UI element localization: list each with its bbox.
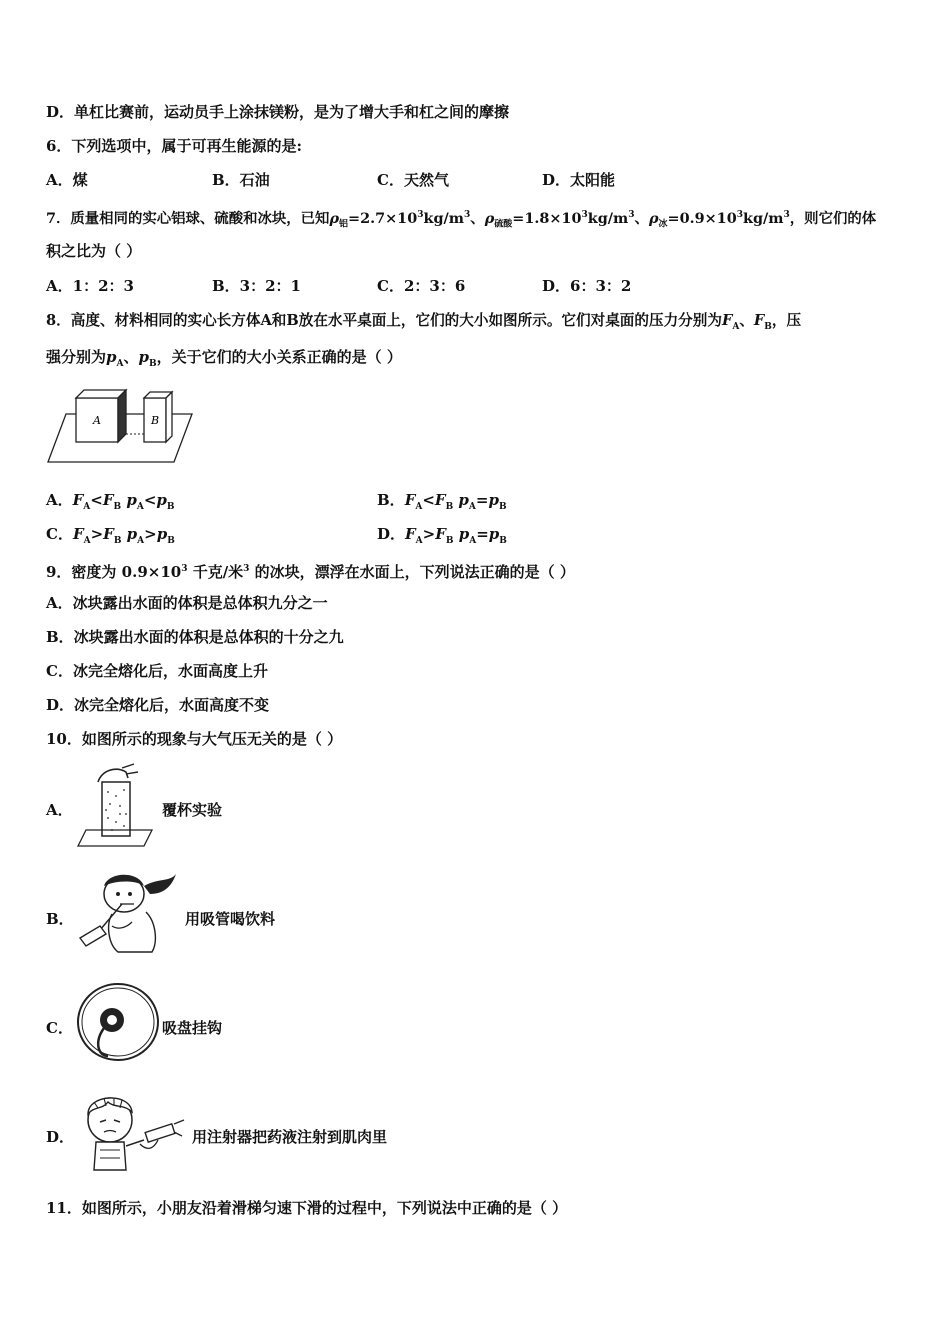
q8-option-c: C．$F_A>F_B$ $p_A>p_B$ bbox=[46, 525, 175, 546]
q10-option-a-letter: A． bbox=[46, 801, 73, 819]
q8-option-a: A．$F_A<F_B$ $p_A<p_B$ bbox=[46, 491, 175, 512]
q9-option-d: D．冰完全熔化后，水面高度不变 bbox=[46, 696, 270, 714]
q8-stem-line2: 强分别为$p_A$、$p_B$，关于它们的大小关系正确的是（ ） bbox=[46, 348, 402, 369]
q6-stem: 6．下列选项中，属于可再生能源的是: bbox=[46, 137, 302, 155]
q7-option-b: B．3：2：1 bbox=[212, 277, 301, 295]
q6-option-a: A．煤 bbox=[46, 171, 88, 189]
q8-blocks-figure bbox=[46, 380, 196, 466]
q9-option-c: C．冰完全熔化后，水面高度上升 bbox=[46, 662, 268, 680]
q9-stem: 9．密度为 $0.9\times 10^3$ 千克/米$^3$ 的冰块，漂浮在水面上，下列说法正确的是（ ） bbox=[46, 563, 575, 581]
q7-option-c: C．2：3：6 bbox=[377, 277, 466, 295]
q10-injection-image bbox=[74, 1088, 186, 1174]
q10-option-b-letter: B． bbox=[46, 910, 74, 928]
q8-stem-line1: 8．高度、材料相同的实心长方体A和B放在水平桌面上，它们的大小如图所示。它们对桌面的压力分别为$F_A$、$F_B$，压 bbox=[46, 312, 802, 332]
q10-option-d-caption: 用注射器把药液注射到肌肉里 bbox=[192, 1128, 388, 1146]
q8-option-d: D．$F_A>F_B$ $p_A=p_B$ bbox=[377, 525, 507, 546]
q7-stem-line2: 积之比为（ ） bbox=[46, 242, 142, 260]
q9-option-b: B．冰块露出水面的体积是总体积的十分之九 bbox=[46, 628, 344, 646]
q8-figure-label-a: A bbox=[93, 414, 101, 427]
q10-option-c-caption: 吸盘挂钩 bbox=[162, 1019, 223, 1037]
q6-option-b: B．石油 bbox=[212, 171, 270, 189]
q10-option-c-letter: C． bbox=[46, 1019, 73, 1037]
q10-option-b-caption: 用吸管喝饮料 bbox=[185, 910, 276, 928]
q10-stem: 10．如图所示的现象与大气压无关的是（ ） bbox=[46, 730, 343, 748]
q8-option-b: B．$F_A<F_B$ $p_A=p_B$ bbox=[377, 491, 507, 512]
q5-option-d: D．单杠比赛前，运动员手上涂抹镁粉，是为了增大手和杠之间的摩擦 bbox=[46, 103, 510, 121]
q10-option-a-caption: 覆杯实验 bbox=[162, 801, 223, 819]
q9-option-a: A．冰块露出水面的体积是总体积九分之一 bbox=[46, 594, 328, 612]
q6-option-d: D．太阳能 bbox=[542, 171, 616, 189]
q7-stem-line1: 7．质量相同的实心铝球、硫酸和冰块，已知$\rho_铝=2.7\times 10^3kg/m^3$、$\rho_{硫酸}=1.8\times 10^3kg/m^3$、$\rho_冰=0.9\times 10^3kg/m^3$，则它们的体 bbox=[46, 209, 877, 230]
q7-option-a: A．1：2：3 bbox=[46, 277, 134, 295]
q10-suction-hook-image bbox=[74, 980, 162, 1064]
q10-drinking-straw-image bbox=[72, 868, 182, 956]
q6-option-c: C．天然气 bbox=[377, 171, 449, 189]
q8-figure-label-b: B bbox=[151, 414, 160, 427]
q11-stem: 11．如图所示，小朋友沿着滑梯匀速下滑的过程中，下列说法中正确的是（ ） bbox=[46, 1199, 568, 1217]
q10-option-d-letter: D． bbox=[46, 1128, 75, 1146]
q7-option-d: D．6：3：2 bbox=[542, 277, 632, 295]
q10-cup-experiment-image bbox=[72, 762, 158, 848]
